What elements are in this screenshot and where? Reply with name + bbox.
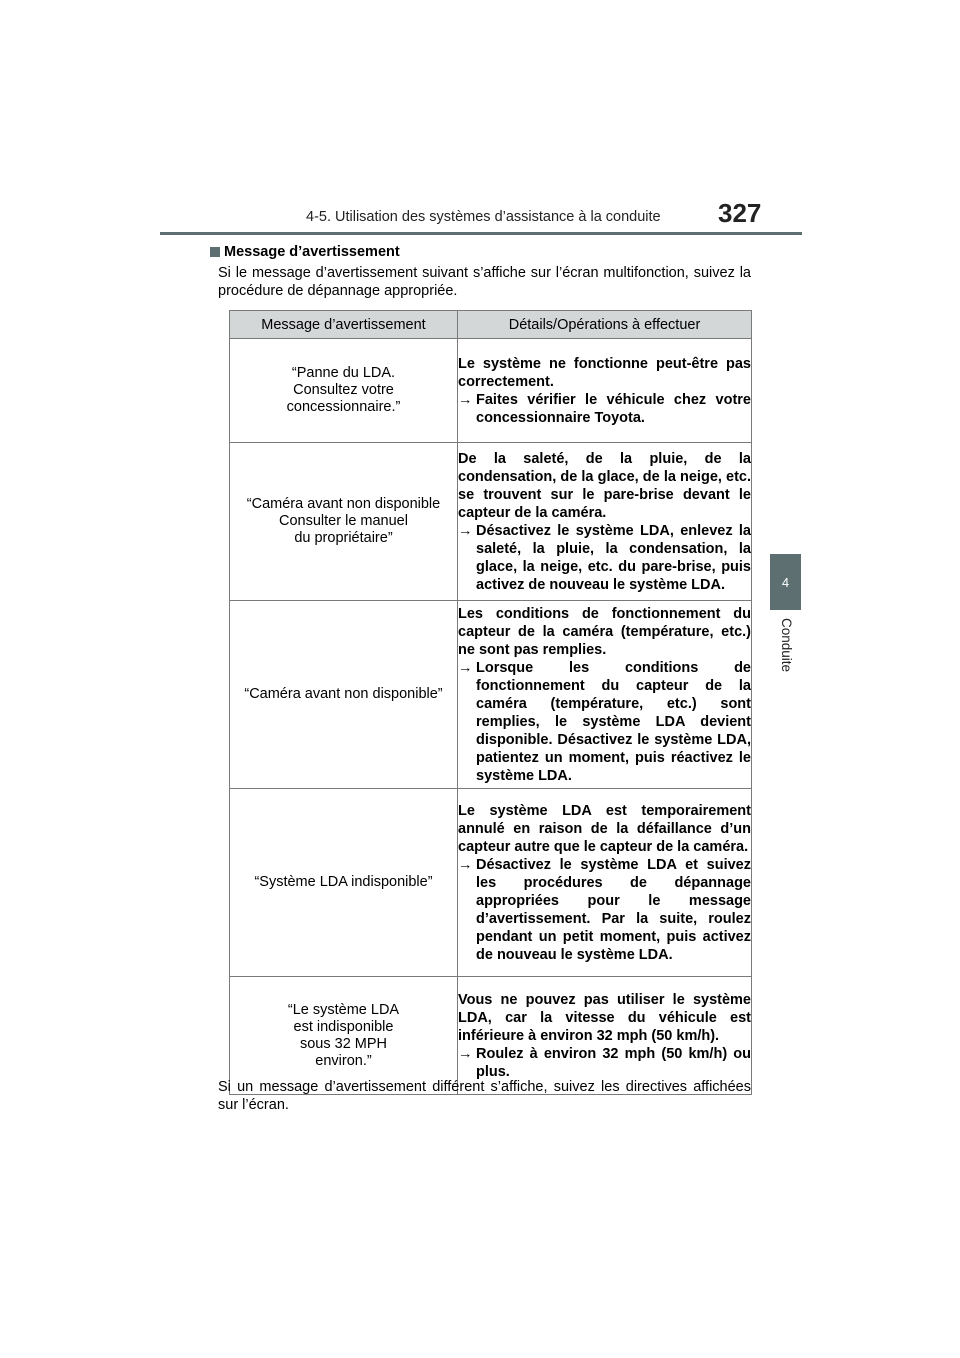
action-text: Lorsque les conditions de fonctionnement du capteur de la caméra (température, etc.) sont remplies, le système LDA devient disponible. Désactivez le système LDA, patientez un moment, puis réactivez le système LDA. — [476, 659, 751, 784]
action-item — [458, 659, 751, 785]
square-bullet-icon — [210, 247, 220, 257]
closing-paragraph: Si un message d’avertissement différent s’affiche, suivez les directives affichées sur l’écran. — [218, 1079, 751, 1113]
section-title — [210, 244, 400, 260]
header-rule — [160, 232, 802, 235]
column-header-message: Message d’avertissement — [230, 311, 458, 339]
intro-paragraph: Si le message d’avertissement suivant s’affiche sur l’écran multifonction, suivez la procédure de dépannage appropriée. — [218, 265, 751, 299]
warning-message: “Système LDA indisponible” — [230, 789, 458, 977]
chapter-label: Conduite — [779, 618, 794, 673]
page-number: 327 — [718, 198, 762, 228]
action-text: Roulez à environ 32 mph (50 km/h) ou plus. — [476, 1045, 751, 1080]
arrow-icon: → — [458, 522, 473, 539]
detail-text: Le système LDA est temporairement annulé en raison de la défaillance d’un capteur autre que le capteur de la caméra. — [458, 802, 751, 855]
warning-details — [458, 789, 752, 977]
warning-table — [229, 310, 752, 1095]
warning-message: “Le système LDA est indisponible sous 32 MPH environ.” — [230, 977, 458, 1095]
action-text: Faites vérifier le véhicule chez votre concessionnaire Toyota. — [476, 391, 751, 426]
action-item — [458, 391, 751, 427]
arrow-icon: → — [458, 391, 473, 408]
arrow-icon: → — [458, 856, 473, 873]
action-item — [458, 522, 751, 594]
arrow-icon: → — [458, 1045, 473, 1062]
column-header-details: Détails/Opérations à effectuer — [458, 311, 752, 339]
section-title-text: Message d’avertissement — [224, 244, 400, 260]
arrow-icon: → — [458, 659, 473, 676]
warning-details — [458, 601, 752, 789]
warning-details — [458, 443, 752, 601]
warning-details — [458, 977, 752, 1095]
section-header: 4-5. Utilisation des systèmes d’assistance à la conduite — [306, 209, 661, 225]
warning-details — [458, 339, 752, 443]
action-item — [458, 1045, 751, 1081]
detail-text: Les conditions de fonctionnement du capteur de la caméra (température, etc.) ne sont pas remplies. — [458, 605, 751, 658]
warning-message: “Panne du LDA. Consultez votre concessionnaire.” — [230, 339, 458, 443]
action-item — [458, 856, 751, 964]
table-row — [230, 977, 752, 1095]
table-row — [230, 601, 752, 789]
table-row — [230, 339, 752, 443]
detail-text: Le système ne fonctionne peut-être pas correctement. — [458, 355, 751, 390]
table-row — [230, 443, 752, 601]
action-text: Désactivez le système LDA et suivez les procédures de dépannage appropriées pour le message d’avertissement. Par la suite, roulez pendant un petit moment, puis activez de nouveau le système LDA. — [476, 856, 751, 963]
table-header-row — [230, 311, 752, 339]
table-row — [230, 789, 752, 977]
warning-message: “Caméra avant non disponible” — [230, 601, 458, 789]
detail-text: De la saleté, de la pluie, de la condensation, de la glace, de la neige, etc. se trouvent sur le pare-brise devant le capteur de la caméra. — [458, 450, 751, 521]
warning-message: “Caméra avant non disponible Consulter le manuel du propriétaire” — [230, 443, 458, 601]
action-text: Désactivez le système LDA, enlevez la saleté, la pluie, la condensation, la glace, la neige, etc. du pare-brise, puis activez de nouveau le système LDA. — [476, 522, 751, 593]
detail-text: Vous ne pouvez pas utiliser le système LDA, car la vitesse du véhicule est inférieure à environ 32 mph (50 km/h). — [458, 991, 751, 1044]
chapter-tab: 4 — [770, 554, 801, 610]
